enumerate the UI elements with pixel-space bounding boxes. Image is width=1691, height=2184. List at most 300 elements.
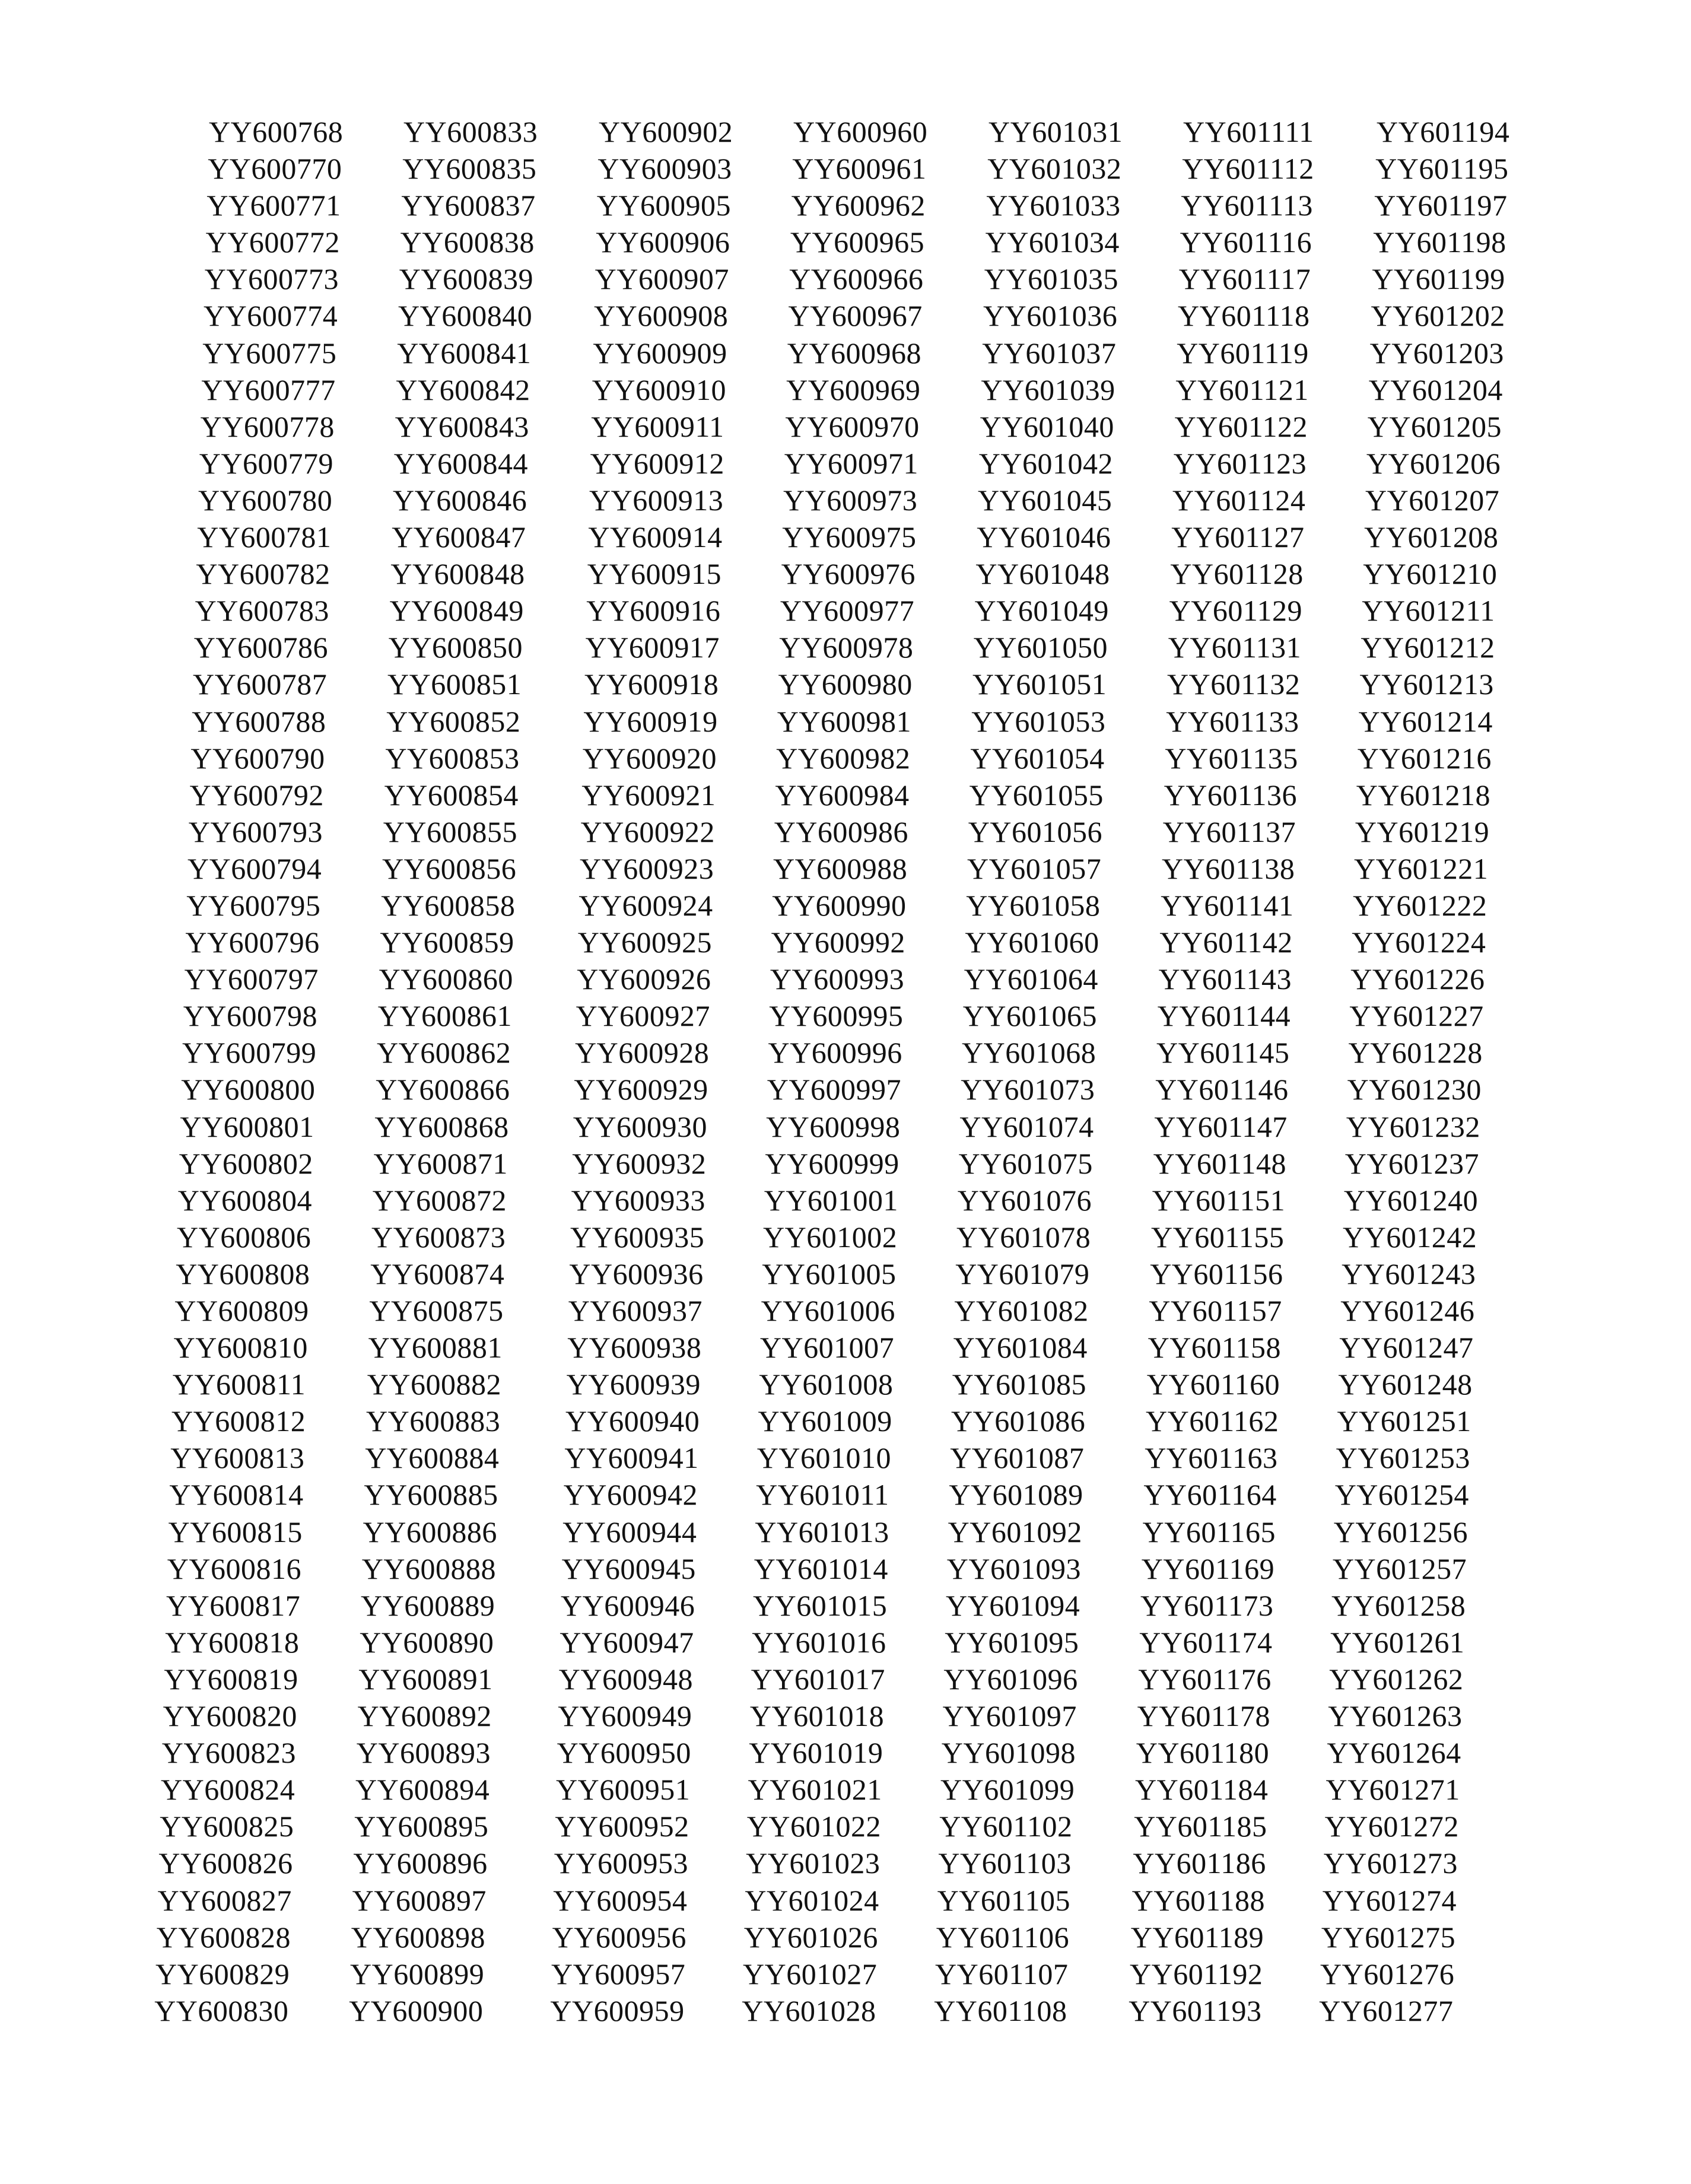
id-entry: YY600903 — [597, 152, 732, 186]
id-entry: YY600780 — [198, 483, 333, 517]
id-entry: YY601060 — [965, 926, 1099, 959]
id-column — [154, 113, 344, 2029]
id-entry: YY601257 — [1332, 1552, 1467, 1585]
id-entry: YY600997 — [767, 1073, 902, 1107]
id-entry: YY601116 — [1180, 225, 1312, 259]
id-entry: YY600778 — [200, 409, 335, 443]
id-entry: YY600986 — [774, 815, 908, 848]
id-entry: YY601173 — [1140, 1588, 1274, 1622]
id-entry: YY600790 — [190, 741, 325, 775]
id-entry: YY601185 — [1134, 1810, 1267, 1843]
id-entry: YY600981 — [777, 704, 912, 738]
id-entry: YY600926 — [577, 962, 711, 996]
id-entry: YY601145 — [1156, 1036, 1290, 1070]
id-entry: YY600945 — [561, 1552, 696, 1585]
id-entry: YY601274 — [1322, 1883, 1457, 1917]
id-entry: YY601037 — [982, 336, 1117, 370]
id-entry: YY601005 — [762, 1257, 897, 1290]
id-entry: YY601272 — [1324, 1810, 1459, 1843]
id-entry: YY600811 — [172, 1368, 306, 1401]
id-entry: YY600772 — [205, 225, 340, 259]
id-entry: YY600783 — [195, 594, 329, 628]
id-entry: YY601095 — [945, 1625, 1079, 1659]
id-entry: YY600875 — [369, 1294, 504, 1327]
id-entry: YY600936 — [569, 1257, 704, 1290]
id-entry: YY601106 — [936, 1920, 1070, 1954]
id-entry: YY600966 — [789, 262, 924, 296]
id-entry: YY601065 — [962, 999, 1098, 1033]
id-entry: YY601224 — [1352, 926, 1486, 959]
id-entry: YY600881 — [368, 1331, 503, 1365]
id-entry: YY601174 — [1139, 1625, 1273, 1659]
id-entry: YY601119 — [1177, 336, 1309, 370]
id-entry: YY600844 — [393, 446, 529, 480]
id-entry: YY601054 — [970, 741, 1105, 775]
id-entry: YY600813 — [170, 1441, 305, 1475]
id-entry: YY601032 — [987, 152, 1122, 186]
id-entry: YY601051 — [972, 667, 1107, 701]
id-entry: YY600788 — [192, 704, 326, 738]
id-entry: YY600921 — [581, 778, 716, 812]
id-entry: YY600910 — [592, 373, 727, 406]
id-entry: YY600906 — [596, 225, 730, 259]
id-entry: YY601237 — [1344, 1146, 1480, 1180]
id-entry: YY601137 — [1162, 815, 1296, 848]
id-entry: YY601097 — [942, 1699, 1077, 1733]
id-entry: YY600898 — [351, 1920, 486, 1954]
id-entry: YY600925 — [577, 926, 713, 959]
id-entry: YY601118 — [1178, 299, 1310, 333]
id-entry: YY600824 — [161, 1773, 295, 1807]
id-entry: YY600794 — [187, 851, 322, 885]
id-entry: YY601057 — [967, 851, 1102, 885]
id-entry: YY601188 — [1131, 1883, 1265, 1917]
id-entry: YY601018 — [749, 1699, 885, 1733]
id-entry: YY601142 — [1159, 926, 1293, 959]
id-entry: YY601085 — [952, 1368, 1087, 1401]
id-entry: YY601079 — [955, 1257, 1090, 1290]
id-entry: YY600816 — [167, 1552, 302, 1585]
id-entry: YY601204 — [1368, 373, 1503, 406]
id-entry: YY601227 — [1349, 999, 1484, 1033]
id-entry: YY600976 — [781, 557, 916, 591]
id-entry: YY600829 — [155, 1957, 290, 1991]
id-entry: YY600905 — [596, 189, 732, 222]
id-entry: YY600830 — [154, 1994, 289, 2027]
id-entry: YY600900 — [349, 1994, 484, 2027]
id-entry: YY601158 — [1148, 1331, 1281, 1365]
id-entry: YY601146 — [1155, 1073, 1289, 1107]
id-entry: YY600961 — [792, 152, 927, 186]
id-entry: YY600893 — [356, 1736, 491, 1770]
id-entry: YY601205 — [1367, 409, 1502, 443]
id-entry: YY600859 — [380, 926, 514, 959]
id-entry: YY600923 — [580, 851, 714, 885]
id-entry: YY601028 — [742, 1994, 876, 2027]
id-entry: YY600823 — [161, 1736, 297, 1770]
id-entry: YY601048 — [975, 557, 1110, 591]
id-entry: YY601151 — [1152, 1183, 1286, 1217]
id-entry: YY600808 — [176, 1257, 310, 1290]
id-entry: YY600897 — [352, 1883, 487, 1917]
id-entry: YY600916 — [586, 594, 721, 628]
id-entry: YY600838 — [400, 225, 535, 259]
id-entry: YY601141 — [1161, 888, 1294, 922]
id-entry: YY601178 — [1137, 1699, 1270, 1733]
id-entry: YY600978 — [779, 631, 914, 665]
id-entry: YY601248 — [1338, 1368, 1473, 1401]
id-entry: YY601075 — [958, 1146, 1093, 1180]
id-entry: YY600770 — [208, 152, 342, 186]
id-entry: YY600894 — [355, 1773, 490, 1807]
id-entry: YY601001 — [764, 1183, 898, 1217]
id-entry: YY601103 — [938, 1846, 1072, 1880]
id-entry: YY601086 — [951, 1404, 1086, 1438]
id-entry: YY601089 — [949, 1478, 1083, 1512]
id-entry: YY601164 — [1143, 1478, 1277, 1512]
id-entry: YY601184 — [1135, 1773, 1269, 1807]
id-entry: YY601036 — [983, 299, 1118, 333]
id-entry: YY601207 — [1365, 483, 1500, 517]
id-entry: YY601226 — [1350, 962, 1485, 996]
id-entry: YY601040 — [980, 409, 1114, 443]
id-entry: YY601021 — [748, 1773, 882, 1807]
id-entry: YY601056 — [968, 815, 1103, 848]
id-entry: YY601123 — [1173, 446, 1307, 480]
id-entry: YY600841 — [397, 336, 532, 370]
id-entry: YY600928 — [575, 1036, 710, 1070]
id-entry: YY600929 — [574, 1073, 708, 1107]
id-entry: YY601162 — [1146, 1404, 1279, 1438]
id-entry: YY600884 — [365, 1441, 500, 1475]
id-entry: YY601273 — [1323, 1846, 1458, 1880]
id-entry: YY601133 — [1166, 704, 1299, 738]
id-entry: YY601136 — [1164, 778, 1297, 812]
id-entry: YY600935 — [570, 1220, 705, 1254]
id-entry: YY601046 — [977, 520, 1111, 554]
id-entry: YY601160 — [1146, 1368, 1280, 1401]
id-entry: YY600932 — [572, 1146, 707, 1180]
id-entry: YY601009 — [758, 1404, 892, 1438]
id-entry: YY601039 — [981, 373, 1115, 406]
id-entry: YY600968 — [787, 336, 922, 370]
id-entry: YY601155 — [1151, 1220, 1285, 1254]
id-entry: YY600917 — [585, 631, 720, 665]
id-entry: YY601108 — [934, 1994, 1067, 2027]
id-entry: YY601135 — [1165, 741, 1298, 775]
id-entry: YY600890 — [360, 1625, 494, 1659]
id-entry: YY600817 — [166, 1588, 301, 1622]
id-entry: YY601082 — [954, 1294, 1089, 1327]
id-entry: YY600992 — [771, 926, 905, 959]
id-entry: YY600843 — [395, 409, 529, 443]
id-entry: YY600802 — [179, 1146, 313, 1180]
id-entry: YY601011 — [756, 1478, 889, 1512]
id-entry: YY601213 — [1359, 667, 1494, 701]
id-entry: YY601094 — [946, 1588, 1080, 1622]
id-entry: YY601242 — [1343, 1220, 1477, 1254]
id-entry: YY601202 — [1371, 299, 1505, 333]
id-column — [1129, 113, 1316, 2029]
id-entry: YY600913 — [589, 483, 724, 517]
id-entry: YY600941 — [564, 1441, 699, 1475]
id-entry: YY600909 — [593, 336, 727, 370]
id-entry: YY600953 — [554, 1846, 689, 1880]
id-entry: YY600996 — [768, 1036, 902, 1070]
id-entry: YY600774 — [204, 299, 338, 333]
id-entry: YY600914 — [588, 520, 723, 554]
id-entry: YY600854 — [384, 778, 519, 812]
id-entry: YY600918 — [584, 667, 719, 701]
id-entry: YY600896 — [353, 1846, 488, 1880]
id-entry: YY601277 — [1319, 1994, 1454, 2027]
id-entry: YY601107 — [935, 1957, 1069, 1991]
id-entry: YY601210 — [1363, 557, 1498, 591]
id-entry: YY600814 — [169, 1478, 304, 1512]
id-entry: YY600895 — [354, 1810, 489, 1843]
id-entry: YY601127 — [1171, 520, 1305, 554]
id-entry: YY600818 — [165, 1625, 300, 1659]
id-entry: YY600874 — [370, 1257, 505, 1290]
id-entry: YY601113 — [1181, 189, 1313, 222]
id-entry: YY600892 — [357, 1699, 492, 1733]
id-entry: YY601042 — [978, 446, 1114, 480]
id-entry: YY600882 — [367, 1368, 502, 1401]
id-entry: YY601102 — [939, 1810, 1073, 1843]
id-entry: YY601258 — [1331, 1588, 1466, 1622]
id-entry: YY601212 — [1361, 631, 1495, 665]
id-entry: YY601074 — [959, 1110, 1094, 1143]
id-entry: YY601124 — [1172, 483, 1306, 517]
id-entry: YY600969 — [786, 373, 921, 406]
id-entry: YY600891 — [358, 1662, 493, 1696]
id-entry: YY601165 — [1142, 1515, 1276, 1549]
id-entry: YY600800 — [181, 1073, 316, 1107]
id-entry: YY600820 — [163, 1699, 297, 1733]
id-entry: YY600842 — [396, 373, 530, 406]
id-entry: YY601132 — [1167, 667, 1301, 701]
id-entry: YY600889 — [361, 1588, 495, 1622]
id-entry: YY601078 — [956, 1220, 1091, 1254]
id-entry: YY601122 — [1174, 409, 1308, 443]
id-entry: YY600851 — [387, 667, 522, 701]
id-entry: YY601035 — [984, 262, 1119, 296]
id-entry: YY601112 — [1182, 152, 1314, 186]
id-column — [349, 113, 538, 2029]
id-entry: YY600915 — [587, 557, 722, 591]
id-entry: YY600810 — [173, 1331, 308, 1365]
id-entry: YY601276 — [1320, 1957, 1455, 1991]
id-entry: YY600862 — [377, 1036, 511, 1070]
id-entry: YY600975 — [782, 520, 917, 554]
id-entry: YY600860 — [379, 962, 513, 996]
id-column — [550, 113, 733, 2029]
id-entry: YY601195 — [1375, 152, 1509, 186]
id-entry: YY600826 — [158, 1846, 293, 1880]
id-entry: YY600833 — [403, 115, 538, 148]
id-entry: YY601271 — [1326, 1773, 1460, 1807]
id-entry: YY600930 — [573, 1110, 708, 1143]
id-entry: YY601084 — [953, 1331, 1088, 1365]
id-entry: YY601022 — [746, 1810, 882, 1843]
id-column — [742, 113, 928, 2029]
id-entry: YY600795 — [186, 888, 321, 922]
id-entry: YY600967 — [788, 299, 923, 333]
id-entry: YY601194 — [1377, 115, 1510, 148]
id-entry: YY601148 — [1153, 1146, 1286, 1180]
id-entry: YY600965 — [790, 225, 925, 259]
id-entry: YY601064 — [964, 962, 1098, 996]
id-entry: YY601049 — [974, 594, 1109, 628]
id-entry: YY600902 — [599, 115, 733, 148]
id-entry: YY600858 — [381, 888, 516, 922]
id-entry: YY601247 — [1339, 1331, 1474, 1365]
id-entry: YY600839 — [399, 262, 534, 296]
id-entry: YY600988 — [773, 851, 908, 885]
id-entry: YY601228 — [1348, 1036, 1483, 1070]
id-entry: YY600998 — [766, 1110, 901, 1143]
id-entry: YY601253 — [1336, 1441, 1470, 1475]
id-entry: YY600872 — [372, 1183, 507, 1217]
id-entry: YY600948 — [558, 1662, 694, 1696]
id-entry: YY601138 — [1162, 851, 1295, 885]
id-entry: YY601008 — [759, 1368, 894, 1401]
id-entry: YY601199 — [1372, 262, 1505, 296]
id-entry: YY600970 — [785, 409, 920, 443]
id-entry: YY600951 — [556, 1773, 691, 1807]
id-entry: YY601096 — [943, 1662, 1078, 1696]
id-entry: YY601198 — [1373, 225, 1506, 259]
id-entry: YY600959 — [550, 1994, 685, 2027]
id-entry: YY600938 — [567, 1331, 702, 1365]
id-entry: YY600956 — [552, 1920, 686, 1954]
id-entry: YY600828 — [156, 1920, 291, 1954]
id-entry: YY600781 — [197, 520, 332, 554]
id-entry: YY601203 — [1369, 336, 1504, 370]
id-entry: YY600819 — [164, 1662, 298, 1696]
id-entry: YY601206 — [1366, 446, 1501, 480]
id-entry: YY600809 — [174, 1294, 309, 1327]
id-entry: YY601169 — [1141, 1552, 1275, 1585]
id-entry: YY601053 — [971, 704, 1106, 738]
id-entry: YY600825 — [160, 1810, 294, 1843]
id-entry: YY600779 — [199, 446, 334, 480]
id-entry: YY600773 — [204, 262, 339, 296]
id-entry: YY601156 — [1150, 1257, 1283, 1290]
id-entry: YY600939 — [566, 1368, 701, 1401]
id-entry: YY600993 — [770, 962, 905, 996]
id-entry: YY601087 — [950, 1441, 1085, 1475]
id-entry: YY600911 — [591, 409, 724, 443]
id-entry: YY600856 — [382, 851, 517, 885]
id-entry: YY601058 — [966, 888, 1101, 922]
id-entry: YY600977 — [780, 594, 915, 628]
id-entry: YY600793 — [188, 815, 323, 848]
id-entry: YY600799 — [182, 1036, 317, 1070]
id-entry: YY600871 — [373, 1146, 508, 1180]
id-entry: YY600924 — [578, 888, 713, 922]
id-entry: YY601026 — [743, 1920, 878, 1954]
id-entry: YY600827 — [157, 1883, 292, 1917]
id-entry: YY600957 — [551, 1957, 686, 1991]
id-entry: YY601197 — [1374, 189, 1508, 222]
id-entry: YY600927 — [576, 999, 710, 1033]
id-entry: YY601014 — [754, 1552, 888, 1585]
id-entry: YY601222 — [1353, 888, 1487, 922]
id-entry: YY601034 — [985, 225, 1120, 259]
id-entry: YY600848 — [390, 557, 525, 591]
id-entry: YY600888 — [361, 1552, 497, 1585]
id-entry: YY600812 — [171, 1404, 306, 1438]
id-entry: YY601099 — [940, 1773, 1075, 1807]
id-entry: YY600852 — [386, 704, 521, 738]
id-entry: YY600995 — [769, 999, 904, 1033]
id-entry: YY601015 — [753, 1588, 888, 1622]
id-entry: YY600919 — [583, 704, 718, 738]
id-entry: YY601073 — [961, 1073, 1095, 1107]
id-entry: YY601027 — [743, 1957, 878, 1991]
id-entry: YY600982 — [776, 741, 911, 775]
id-entry: YY601189 — [1130, 1920, 1264, 1954]
id-entry: YY601002 — [763, 1220, 898, 1254]
id-entry: YY601216 — [1357, 741, 1492, 775]
id-entry: YY601176 — [1138, 1662, 1272, 1696]
id-entry: YY600971 — [784, 446, 918, 480]
id-entry: YY600771 — [206, 189, 341, 222]
id-entry: YY601261 — [1330, 1625, 1465, 1659]
id-entry: YY600796 — [185, 926, 320, 959]
id-entry: YY600962 — [791, 189, 926, 222]
id-entry: YY600883 — [366, 1404, 501, 1438]
id-entry: YY601214 — [1358, 704, 1493, 738]
id-entry: YY601098 — [941, 1736, 1076, 1770]
id-entry: YY601218 — [1356, 778, 1491, 812]
id-entry: YY600806 — [177, 1220, 312, 1254]
id-entry: YY601013 — [755, 1515, 889, 1549]
id-entry: YY600980 — [778, 667, 913, 701]
id-entry: YY601017 — [751, 1662, 885, 1696]
id-entry: YY601208 — [1364, 520, 1499, 554]
id-entry: YY600920 — [582, 741, 717, 775]
id-entry: YY601163 — [1145, 1441, 1278, 1475]
id-entry: YY601147 — [1154, 1110, 1288, 1143]
id-entry: YY600840 — [398, 299, 533, 333]
id-entry: YY601117 — [1178, 262, 1311, 296]
id-entry: YY601006 — [761, 1294, 895, 1327]
id-entry: YY601240 — [1343, 1183, 1479, 1217]
id-entry: YY600946 — [561, 1588, 695, 1622]
id-entry: YY600940 — [565, 1404, 700, 1438]
id-entry: YY601230 — [1347, 1073, 1482, 1107]
id-entry: YY600768 — [209, 115, 344, 148]
id-entry: YY600804 — [177, 1183, 313, 1217]
id-entry: YY600853 — [385, 741, 520, 775]
id-entry: YY600815 — [168, 1515, 303, 1549]
id-entry: YY600950 — [557, 1736, 691, 1770]
id-entry: YY600922 — [580, 815, 715, 848]
id-entry: YY600786 — [193, 631, 329, 665]
id-entry: YY600866 — [376, 1073, 510, 1107]
id-entry: YY601068 — [962, 1036, 1096, 1070]
id-entry: YY601105 — [937, 1883, 1070, 1917]
id-entry: YY601157 — [1149, 1294, 1282, 1327]
id-entry: YY601093 — [946, 1552, 1082, 1585]
id-entry: YY600886 — [363, 1515, 497, 1549]
id-entry: YY600835 — [402, 152, 537, 186]
id-entry: YY601243 — [1342, 1257, 1476, 1290]
id-entry: YY600899 — [350, 1957, 485, 1991]
id-entry: YY600797 — [184, 962, 319, 996]
